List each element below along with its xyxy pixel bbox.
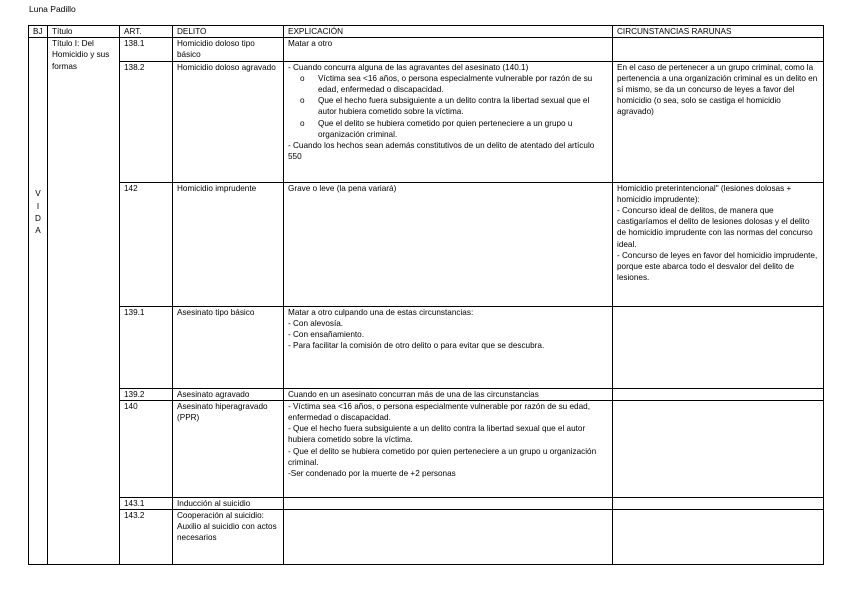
sub-bullet-text: Que el delito se hubiera cometido por quien perteneciere a un grupo u organización criminal. bbox=[318, 118, 573, 139]
explicacion-line: - Que el delito se hubiera cometido por quien perteneciere a un grupo u organización criminal. bbox=[288, 446, 597, 467]
circle-bullet-icon: o bbox=[300, 118, 305, 128]
explicacion-line: Grave o leve (la pena variará) bbox=[288, 183, 397, 193]
circunstancias-line: - Concurso ideal de delitos, de manera que castigaríamos el delito de lesiones dolosas y el delito de homicidio imprudente con las normas del concurso ideal. bbox=[617, 206, 813, 249]
header-row bbox=[29, 26, 824, 38]
explicacion-line: Matar a otro bbox=[288, 39, 333, 49]
table-row bbox=[29, 510, 824, 565]
art-cell: 140 bbox=[120, 400, 173, 497]
delito-cell: Homicidio doloso agravado bbox=[173, 61, 284, 182]
circle-bullet-icon: o bbox=[300, 73, 305, 83]
explicacion-cell bbox=[284, 510, 613, 565]
col-header-art: ART. bbox=[120, 26, 173, 38]
circunstancias-line: - Concurso de leyes en favor del homicidio imprudente, porque este abarca todo el desvalor del delito de lesiones. bbox=[617, 250, 818, 283]
circunstancias-line: En el caso de pertenecer a un grupo criminal, como la pertenencia a una organización criminal es un delito en sí mismo, se da un concurso de leyes a favor del homicidio (o sea, solo se castiga el homicidio agravado) bbox=[617, 62, 818, 117]
delito-cell: Inducción al suicidio bbox=[173, 497, 284, 509]
art-cell: 143.2 bbox=[120, 510, 173, 565]
delito-cell: Asesinato agravado bbox=[173, 388, 284, 400]
bj-letter: D bbox=[35, 214, 41, 224]
sub-bullet-text: Víctima sea <16 años, o persona especialmente vulnerable por razón de su edad, enfermedad o discapacidad. bbox=[318, 73, 593, 95]
explicacion-line: - Que el hecho fuera subsiguiente a un delito contra la libertad sexual que el autor hubiera cometido sobre la víctima. bbox=[288, 424, 586, 445]
delito-cell: Asesinato hiperagravado (PPR) bbox=[173, 400, 284, 497]
circunstancias-cell bbox=[613, 61, 824, 182]
explicacion-cell bbox=[284, 388, 613, 400]
explicacion-line: - Cuando los hechos sean además constitutivos de un delito de atentado del artículo 550 bbox=[288, 141, 595, 162]
bj-letter: A bbox=[35, 226, 41, 236]
table-row bbox=[29, 38, 824, 61]
col-header-delito: DELITO bbox=[173, 26, 284, 38]
explicacion-line: - Víctima sea <16 años, o persona especialmente vulnerable por razón de su edad, enfermedad o discapacidad. bbox=[288, 401, 590, 423]
explicacion-cell bbox=[284, 182, 613, 306]
delito-cell: Homicidio doloso tipo básico bbox=[173, 38, 284, 61]
table-row bbox=[29, 306, 824, 388]
explicacion-line: - Con ensañamiento. bbox=[288, 330, 365, 340]
table-row bbox=[29, 388, 824, 400]
art-cell: 143.1 bbox=[120, 497, 173, 509]
explicacion-line: - Para facilitar la comisión de otro delito o para evitar que se descubra. bbox=[288, 341, 545, 351]
sub-bullet-text: Que el hecho fuera subsiguiente a un delito contra la libertad sexual que el autor hubiera cometido sobre la víctima. bbox=[318, 96, 590, 117]
circunstancias-cell bbox=[613, 497, 824, 509]
circunstancias-cell bbox=[613, 510, 824, 565]
circunstancias-cell bbox=[613, 400, 824, 497]
art-cell: 138.1 bbox=[120, 38, 173, 61]
art-cell: 138.2 bbox=[120, 61, 173, 182]
circunstancias-cell bbox=[613, 306, 824, 388]
delito-cell: Cooperación al suicidio: Auxilio al suicidio con actos necesarios bbox=[173, 510, 284, 565]
circunstancias-line: Homicidio preterintencional" (lesiones dolosas + homicidio imprudente): bbox=[617, 183, 792, 204]
bj-cell bbox=[29, 38, 48, 565]
col-header-circunstancias: CIRCUNSTANCIAS RARUNAS bbox=[613, 26, 824, 38]
delito-cell: Homicidio imprudente bbox=[173, 182, 284, 306]
table-row bbox=[29, 400, 824, 497]
circunstancias-cell bbox=[613, 182, 824, 306]
explicacion-cell bbox=[284, 497, 613, 509]
table-row bbox=[29, 182, 824, 306]
table-row bbox=[29, 61, 824, 182]
titulo-cell: Título I: Del Homicidio y sus formas bbox=[48, 38, 120, 565]
explicacion-cell bbox=[284, 61, 613, 182]
art-cell: 142 bbox=[120, 182, 173, 306]
col-header-titulo: Título bbox=[48, 26, 120, 38]
explicacion-line: - Con alevosía. bbox=[288, 318, 344, 328]
sub-bullet-item bbox=[288, 118, 608, 140]
sub-bullet-item bbox=[288, 73, 608, 95]
circle-bullet-icon: o bbox=[300, 96, 305, 106]
bj-letter: V bbox=[35, 189, 41, 199]
sub-bullet-item bbox=[288, 95, 608, 117]
author-name: Luna Padillo bbox=[29, 4, 76, 14]
explicacion-line: Cuando en un asesinato concurran más de una de las circunstancias bbox=[288, 389, 539, 399]
col-header-bj: BJ bbox=[29, 26, 48, 38]
explicacion-cell bbox=[284, 306, 613, 388]
explicacion-cell bbox=[284, 400, 613, 497]
bj-letter: I bbox=[36, 201, 40, 211]
explicacion-line: - Cuando concurra alguna de las agravantes del asesinato (140.1) bbox=[288, 62, 529, 72]
explicacion-line: Matar a otro culpando una de estas circunstancias: bbox=[288, 307, 474, 317]
explicacion-cell bbox=[284, 38, 613, 61]
circunstancias-cell bbox=[613, 388, 824, 400]
delito-cell: Asesinato tipo básico bbox=[173, 306, 284, 388]
art-cell: 139.1 bbox=[120, 306, 173, 388]
explicacion-line: -Ser condenado por la muerte de +2 personas bbox=[288, 469, 456, 479]
crimes-table bbox=[28, 25, 824, 565]
table-row bbox=[29, 497, 824, 509]
art-cell: 139.2 bbox=[120, 388, 173, 400]
circunstancias-cell bbox=[613, 38, 824, 61]
col-header-explicacion: EXPLICACIÓN bbox=[284, 26, 613, 38]
